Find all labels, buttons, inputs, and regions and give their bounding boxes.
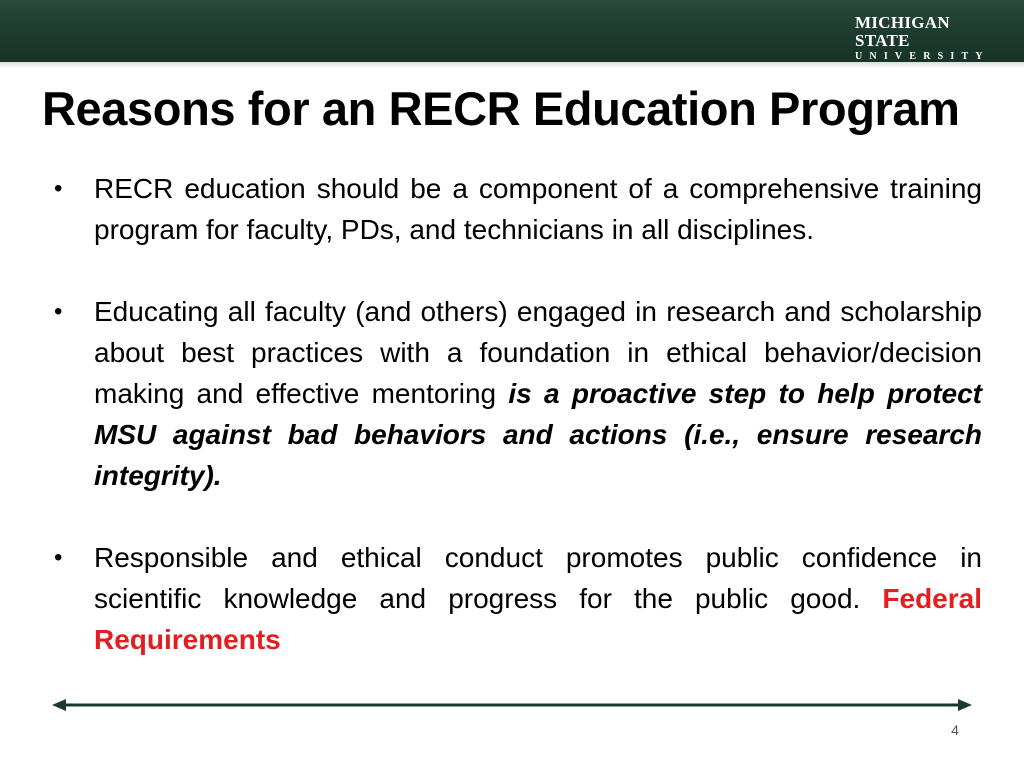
footer-divider [52,697,972,713]
logo-line2: UNIVERSITY [855,51,990,62]
bullet-dot-icon: • [54,544,63,571]
divider-line [64,704,960,707]
bullet-dot-icon: • [54,298,63,325]
bullet-dot-icon: • [54,175,63,202]
bullet-text: Responsible and ethical conduct promotes public confidence in scientific knowledge and progress for the public good. [94,542,982,614]
divider-left-arrow-icon [52,699,66,711]
bullet-item [48,537,982,660]
bullet-text: Educating all faculty (and others) engaged in research and scholarship about best practices with a foundation in ethical behavior/decision making and effective mentoring [94,296,982,409]
msu-logo [855,14,990,64]
slide-title: Reasons for an RECR Education Program [42,82,960,135]
bullet-list [48,168,982,701]
bullet-item [48,168,982,250]
header-shine [0,62,1024,68]
divider-right-arrow-icon [958,699,972,711]
bullet-item [48,291,982,496]
federal-requirements-link[interactable]: Federal Requirements [94,583,982,655]
logo-line1: MICHIGAN STATE [855,13,950,50]
page-number: 4 [951,722,959,738]
bullet-text: RECR education should be a component of a comprehensive training program for faculty, PDs, and technicians in all disciplines. [94,173,982,245]
bullet-emphasis: is a proactive step to help protect MSU against bad behaviors and actions (i.e., ensure research integrity). [94,378,982,491]
header-bar [0,0,1024,64]
